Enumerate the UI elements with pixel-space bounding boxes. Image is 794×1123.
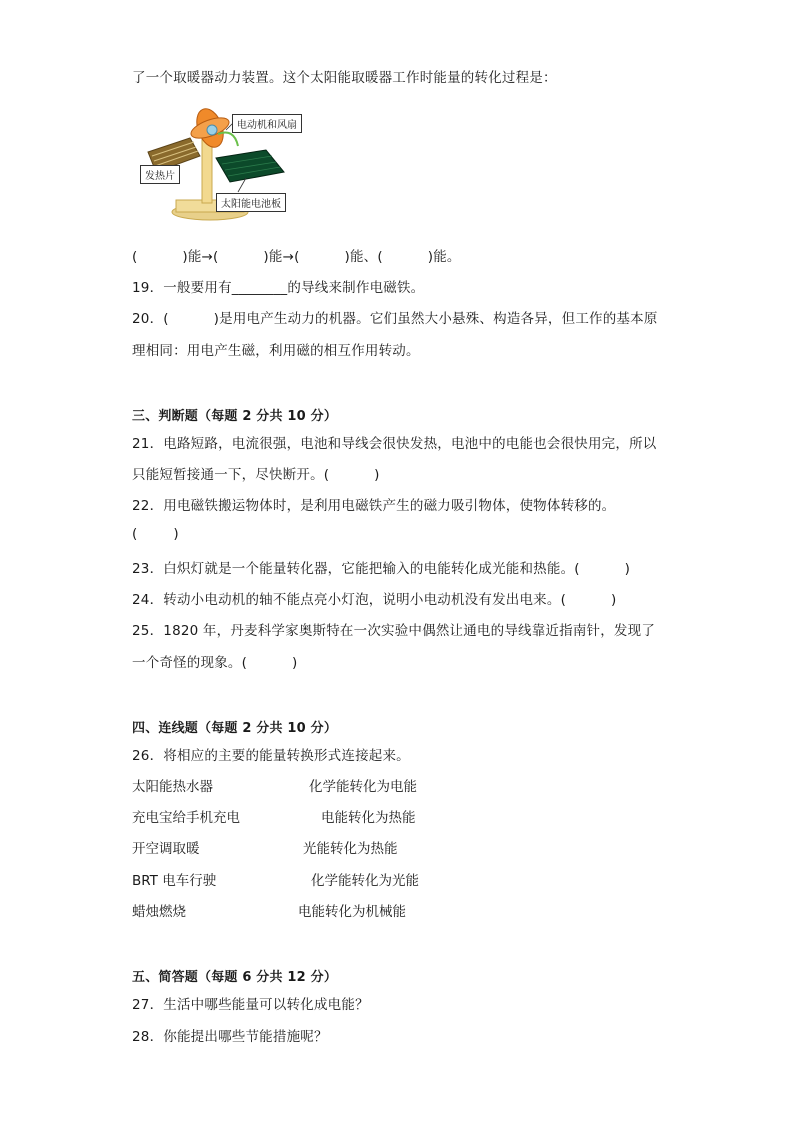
match-left-item: BRT 电车行驶 [132,873,217,889]
match-left-item: 太阳能热水器 [132,779,213,795]
q22-line2: ( ) [132,526,179,542]
q26: 26．将相应的主要的能量转换形式连接起来。 [132,748,410,764]
match-left-item: 充电宝给手机充电 [132,810,240,826]
q25-line1: 25．1820 年，丹麦科学家奥斯特在一次实验中偶然让通电的导线靠近指南针，发现了 [132,623,656,639]
q19: 19．一般要用有________的导线来制作电磁铁。 [132,280,425,296]
solar-heater-figure [138,100,318,225]
q27: 27．生活中哪些能量可以转化成电能？ [132,997,369,1013]
match-left-item: 蜡烛燃烧 [132,904,186,920]
section4-heading: 四、连线题（每题 2 分共 10 分） [132,721,338,736]
q24: 24．转动小电动机的轴不能点亮小灯泡，说明小电动机没有发出电来。( ) [132,592,617,608]
match-right-item: 化学能转化为电能 [309,779,417,795]
match-right-item: 电能转化为热能 [321,810,416,826]
section5-heading: 五、简答题（每题 6 分共 12 分） [132,970,338,985]
match-right-item: 化学能转化为光能 [311,873,419,889]
q20-line2: 理相同：用电产生磁，利用磁的相互作用转动。 [132,343,420,359]
q20-line1: 20．( )是用电产生动力的机器。它们虽然大小悬殊、构造各异，但工作的基本原 [132,311,658,327]
motor-fan-label: 电动机和风扇 [232,114,302,133]
q21-line2: 只能短暂接通一下，尽快断开。( ) [132,467,380,483]
heater-label: 发热片 [140,165,180,184]
q28: 28．你能提出哪些节能措施呢？ [132,1029,328,1045]
q22-line1: 22．用电磁铁搬运物体时，是利用电磁铁产生的磁力吸引物体，使物体转移的。 [132,498,616,514]
q18-answer-blanks: ( )能→( )能→( )能、( )能。 [132,249,461,265]
match-left-item: 开空调取暖 [132,841,200,857]
q25-line2: 一个奇怪的现象。( ) [132,655,298,671]
q23: 23．白炽灯就是一个能量转化器，它能把输入的电能转化成光能和热能。( ) [132,561,631,577]
match-right-item: 光能转化为热能 [303,841,398,857]
q21-line1: 21．电路短路，电流很强，电池和导线会很快发热，电池中的电能也会很快用完，所以 [132,436,657,452]
solar-panel-label: 太阳能电池板 [216,193,286,212]
match-right-item: 电能转化为机械能 [298,904,406,920]
section3-heading: 三、判断题（每题 2 分共 10 分） [132,409,338,424]
q18-intro: 了一个取暖器动力装置。这个太阳能取暖器工作时能量的转化过程是： [132,70,557,86]
